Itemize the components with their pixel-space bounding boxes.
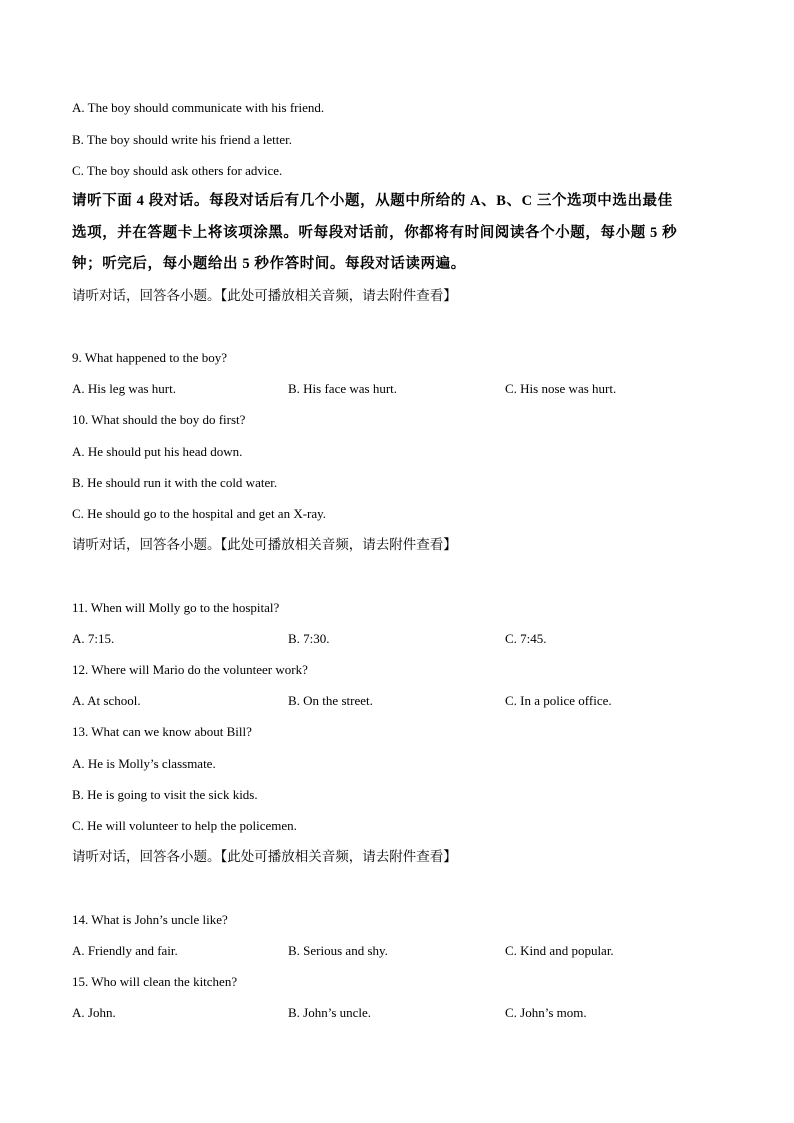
question-13-option-a[interactable]: A. He is Molly’s classmate. [72, 756, 216, 771]
question-10-stem: 10. What should the boy do first? [72, 412, 246, 427]
question-10-option-b[interactable]: B. He should run it with the cold water. [72, 475, 278, 490]
question-12-option-b[interactable]: B. On the street. [288, 693, 373, 708]
question-13-option-b[interactable]: B. He is going to visit the sick kids. [72, 787, 258, 802]
question-12-option-a[interactable]: A. At school. [72, 693, 141, 708]
question-14-option-a[interactable]: A. Friendly and fair. [72, 943, 178, 958]
question-11-option-c[interactable]: C. 7:45. [505, 631, 547, 646]
question-12-option-c[interactable]: C. In a police office. [505, 693, 612, 708]
instruction-line-2: 选项，并在答题卡上将该项涂黑。听每段对话前，你都将有时间阅读各个小题，每小题 5 秒 [72, 225, 678, 241]
question-15-option-c[interactable]: C. John’s mom. [505, 1005, 587, 1020]
intro-option-b: B. The boy should write his friend a letter. [72, 132, 292, 147]
question-10-option-c[interactable]: C. He should go to the hospital and get an X-ray. [72, 506, 327, 521]
instruction-line-1: 请听下面 4 段对话。每段对话后有几个小题，从题中所给的 A、B、C 三个选项中选出最佳 [72, 193, 673, 209]
question-13-option-c[interactable]: C. He will volunteer to help the policemen. [72, 818, 297, 833]
audio-note: 请听对话，回答各小题。【此处可播放相关音频，请去附件查看】 [72, 288, 457, 303]
question-15-option-b[interactable]: B. John’s uncle. [288, 1005, 372, 1020]
intro-option-a: A. The boy should communicate with his friend. [72, 100, 325, 115]
question-11-option-b[interactable]: B. 7:30. [288, 631, 330, 646]
question-15-stem: 15. Who will clean the kitchen? [72, 974, 238, 989]
intro-option-c: C. The boy should ask others for advice. [72, 163, 283, 178]
question-9-option-c[interactable]: C. His nose was hurt. [505, 381, 617, 396]
question-15-option-a[interactable]: A. John. [72, 1005, 116, 1020]
question-13-stem: 13. What can we know about Bill? [72, 724, 252, 739]
question-12-stem: 12. Where will Mario do the volunteer work? [72, 662, 308, 677]
question-11-option-a[interactable]: A. 7:15. [72, 631, 115, 646]
audio-note: 请听对话，回答各小题。【此处可播放相关音频，请去附件查看】 [72, 849, 457, 864]
question-11-stem: 11. When will Molly go to the hospital? [72, 600, 280, 615]
question-9-option-a[interactable]: A. His leg was hurt. [72, 381, 176, 396]
question-9-option-b[interactable]: B. His face was hurt. [288, 381, 398, 396]
instruction-line-3: 钟；听完后，每小题给出 5 秒作答时间。每段对话读两遍。 [72, 256, 466, 272]
question-14-option-b[interactable]: B. Serious and shy. [288, 943, 388, 958]
audio-note: 请听对话，回答各小题。【此处可播放相关音频，请去附件查看】 [72, 537, 457, 552]
question-10-option-a[interactable]: A. He should put his head down. [72, 444, 243, 459]
question-14-option-c[interactable]: C. Kind and popular. [505, 943, 614, 958]
question-14-stem: 14. What is John’s uncle like? [72, 912, 228, 927]
question-9-stem: 9. What happened to the boy? [72, 350, 227, 365]
